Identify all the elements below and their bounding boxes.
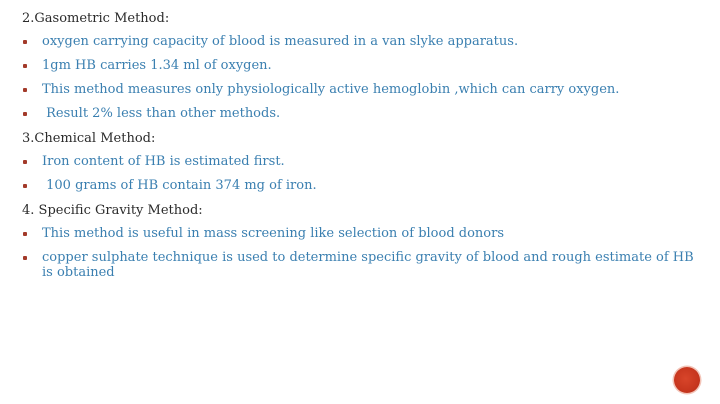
list-item	[22, 150, 702, 174]
list-item	[22, 54, 702, 78]
bullet-icon	[23, 256, 27, 260]
bullet-icon	[23, 88, 27, 92]
list-item-text: This method measures only physiologically active hemoglobin ,which can carry oxygen.	[42, 82, 620, 97]
bullet-icon	[23, 232, 27, 236]
list-item	[22, 30, 702, 54]
list-item-text: oxygen carrying capacity of blood is measured in a van slyke apparatus.	[42, 34, 519, 49]
list-item	[22, 246, 702, 280]
section-heading-chemical: 3.Chemical Method:	[22, 130, 156, 146]
section-heading-specific-gravity: 4. Specific Gravity Method:	[22, 202, 203, 218]
list-item-text: Iron content of HB is estimated first.	[42, 154, 285, 169]
list-item-text: 1gm HB carries 1.34 ml of oxygen.	[42, 58, 272, 73]
section-heading-gasometric: 2.Gasometric Method:	[22, 10, 170, 26]
list-item-text: Result 2% less than other methods.	[42, 106, 281, 121]
bullet-icon	[23, 160, 27, 164]
list-item	[22, 78, 702, 102]
bullet-icon	[23, 112, 27, 116]
list-item-text: 100 grams of HB contain 374 mg of iron.	[42, 178, 317, 193]
list-item-text: This method is useful in mass screening like selection of blood donors	[42, 226, 505, 241]
list-item-text: copper sulphate technique is used to determine specific gravity of blood and rough estimate of HB is obtained	[42, 250, 694, 280]
bullet-icon	[23, 64, 27, 68]
list-item	[22, 174, 702, 198]
list-item	[22, 102, 702, 126]
bullet-icon	[23, 184, 27, 188]
slide-content	[22, 6, 702, 280]
red-circle-icon	[674, 367, 700, 393]
list-item	[22, 222, 702, 246]
bullet-icon	[23, 40, 27, 44]
